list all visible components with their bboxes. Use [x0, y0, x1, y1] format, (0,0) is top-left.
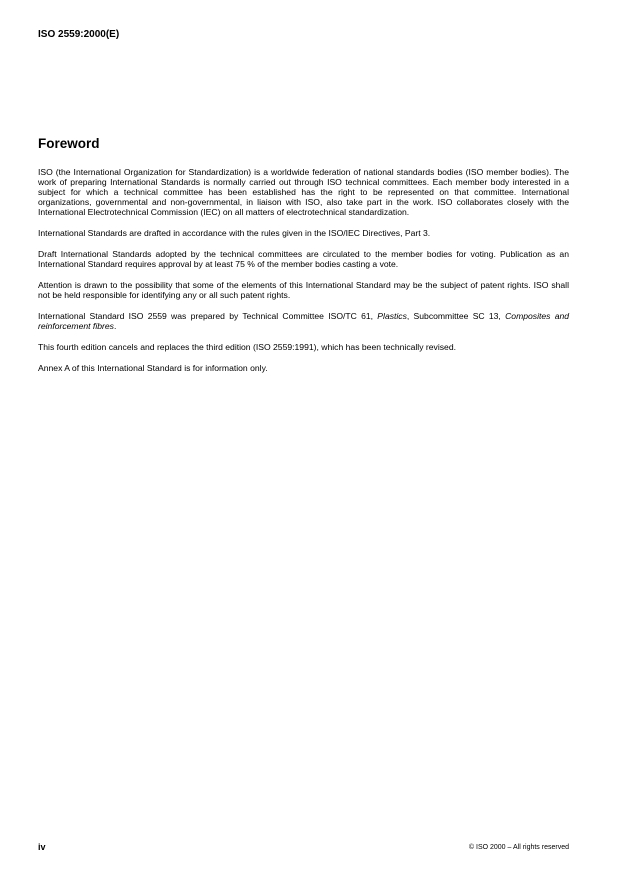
paragraph-edition: This fourth edition cancels and replaces the third edition (ISO 2559:1991), which has been technically revised.	[38, 342, 456, 352]
sentence-end: .	[113, 321, 117, 331]
paragraph-annex: Annex A of this International Standard is for information only.	[38, 363, 268, 373]
copyright-notice: © ISO 2000 – All rights reserved	[468, 844, 569, 851]
committee-plastics: Plastics	[377, 311, 407, 321]
paragraph-drafting-rules: International Standards are drafted in accordance with the rules given in the ISO/IEC Directives, Part 3.	[38, 228, 431, 238]
subcommittee-name: Composites and reinforcement fibres	[38, 311, 570, 331]
section-title: Foreword	[38, 136, 100, 151]
prepared-by-text: International Standard ISO 2559 was prepared by Technical Committee ISO/TC 61,	[38, 311, 374, 321]
page-number: iv	[38, 842, 46, 852]
paragraph-prepared-by	[38, 311, 569, 331]
paragraph-iso-intro: ISO (the International Organization for Standardization) is a worldwide federation of national standards bodies (ISO member bodies). The work of preparing International Standards is normally carried out through ISO technical committees. Each member body interested in a subject for which a technical committee has been established has the right to be represented on that committee. International organizations, governmental and non-governmental, in liaison with ISO, also take part in the work. ISO collaborates closely with the International Electrotechnical Commission (IEC) on all matters of electrotechnical standardization.	[38, 167, 569, 217]
paragraph-draft-voting: Draft International Standards adopted by the technical committees are circulated to the member bodies for voting. Publication as an International Standard requires approval by at least 75 % of the member bodies casting a vote.	[38, 249, 569, 269]
paragraph-patent-rights: Attention is drawn to the possibility that some of the elements of this International Standard may be the subject of patent rights. ISO shall not be held responsible for identifying any or all such patent rights.	[38, 280, 569, 300]
subcommittee-text: , Subcommittee SC 13,	[406, 311, 501, 321]
foreword-body	[38, 167, 569, 384]
document-id-header: ISO 2559:2000(E)	[38, 29, 120, 40]
